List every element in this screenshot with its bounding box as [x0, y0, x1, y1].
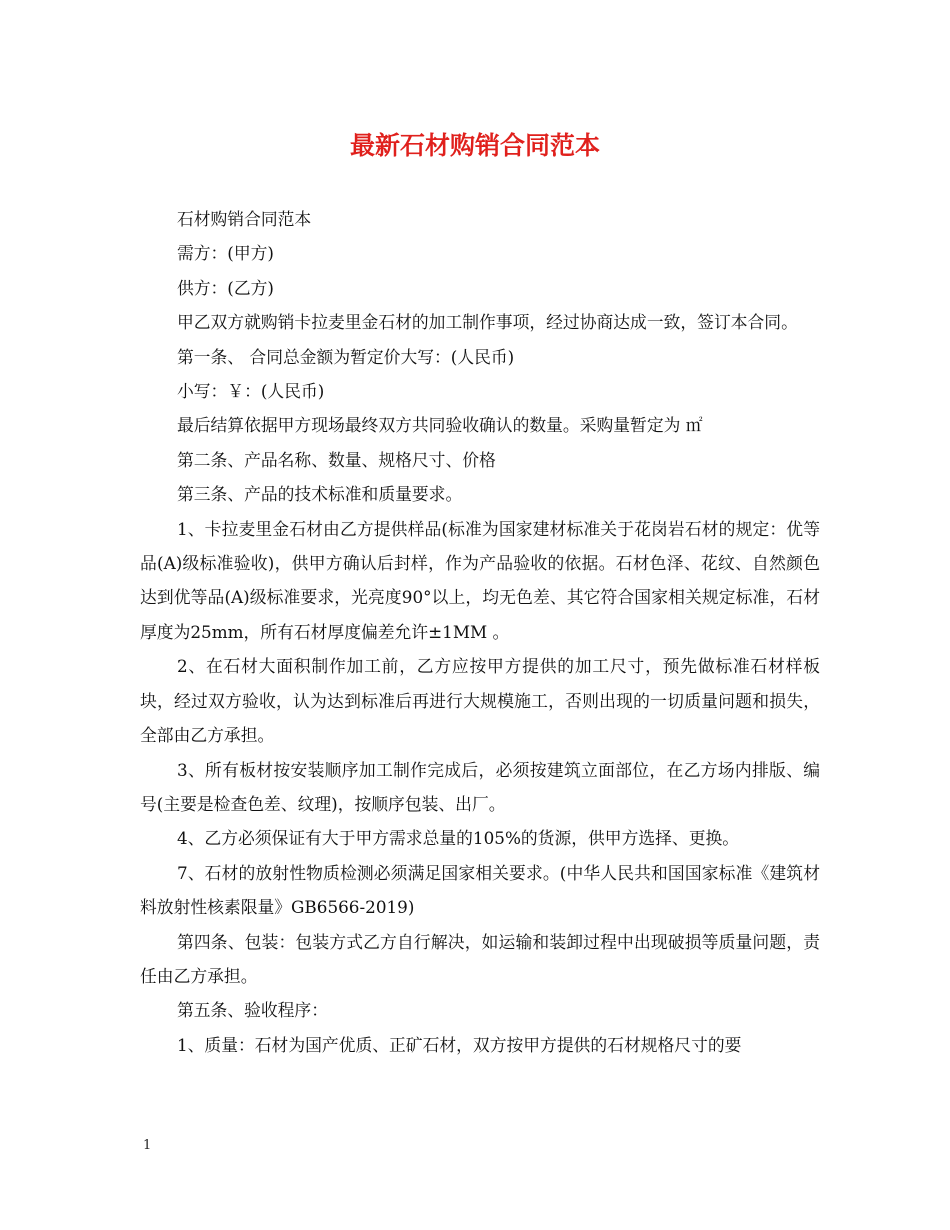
paragraph-article-1: 第一条、 合同总金额为暂定价大写：(人民币)	[176, 346, 515, 367]
document-title: 最新石材购销合同范本	[349, 131, 600, 160]
paragraph-settlement: 最后结算依据甲方现场最终双方共同验收确认的数量。采购量暂定为 ㎡	[176, 415, 703, 436]
paragraph-buyer: 需方：(甲方)	[176, 243, 274, 264]
paragraph-article-2: 第二条、产品名称、数量、规格尺寸、价格	[176, 449, 496, 470]
paragraph-clause-3-1: 1、卡拉麦里金石材由乙方提供样品(标准为国家建材标准关于花岗岩石材的规定：优等品(A)级标准验收)，供甲方确认后封样，作为产品验收的依据。石材色泽、花纹、自然颜色达到优等品(A)级标准要求，光亮度90°以上，均无色差、其它符合国家相关规定标准，石材厚度为25mm，所有石材厚度偏差允许±1MM 。	[140, 518, 820, 642]
paragraph-intro: 甲乙双方就购销卡拉麦里金石材的加工制作事项，经过协商达成一致，签订本合同。	[176, 312, 798, 333]
paragraph-clause-3-4: 4、乙方必须保证有大于甲方需求总量的105%的货源，供甲方选择、更换。	[176, 828, 740, 849]
paragraph-clause-5-1: 1、质量：石材为国产优质、正矿石材，双方按甲方提供的石材规格尺寸的要	[176, 1034, 742, 1055]
paragraph-article-5: 第五条、验收程序：	[176, 1000, 328, 1021]
paragraph-contract-heading: 石材购销合同范本	[176, 209, 312, 229]
paragraph-clause-3-3: 3、所有板材按安装顺序加工制作完成后，必须按建筑立面部位，在乙方场内排版、编号(主要是检查色差、纹理)，按顺序包装、出厂。	[140, 759, 820, 814]
paragraph-article-3: 第三条、产品的技术标准和质量要求。	[176, 484, 463, 505]
paragraph-amount-lowercase: 小写：￥：(人民币)	[176, 381, 325, 402]
paragraph-clause-3-2: 2、在石材大面积制作加工前，乙方应按甲方提供的加工尺寸，预先做标准石材样板块，经过双方验收，认为达到标准后再进行大规模施工，否则出现的一切质量问题和损失，全部由乙方承担。	[140, 656, 820, 746]
document-body	[140, 202, 820, 1062]
page-number: 1	[143, 1138, 152, 1153]
paragraph-supplier: 供方：(乙方)	[176, 277, 274, 298]
paragraph-clause-3-7: 7、石材的放射性物质检测必须满足国家相关要求。(中华人民共和国国家标准《建筑材料放射性核素限量》GB6566-2019)	[140, 862, 820, 918]
paragraph-article-4: 第四条、包装：包装方式乙方自行解决，如运输和装卸过程中出现破损等质量问题，责任由乙方承担。	[140, 931, 820, 986]
